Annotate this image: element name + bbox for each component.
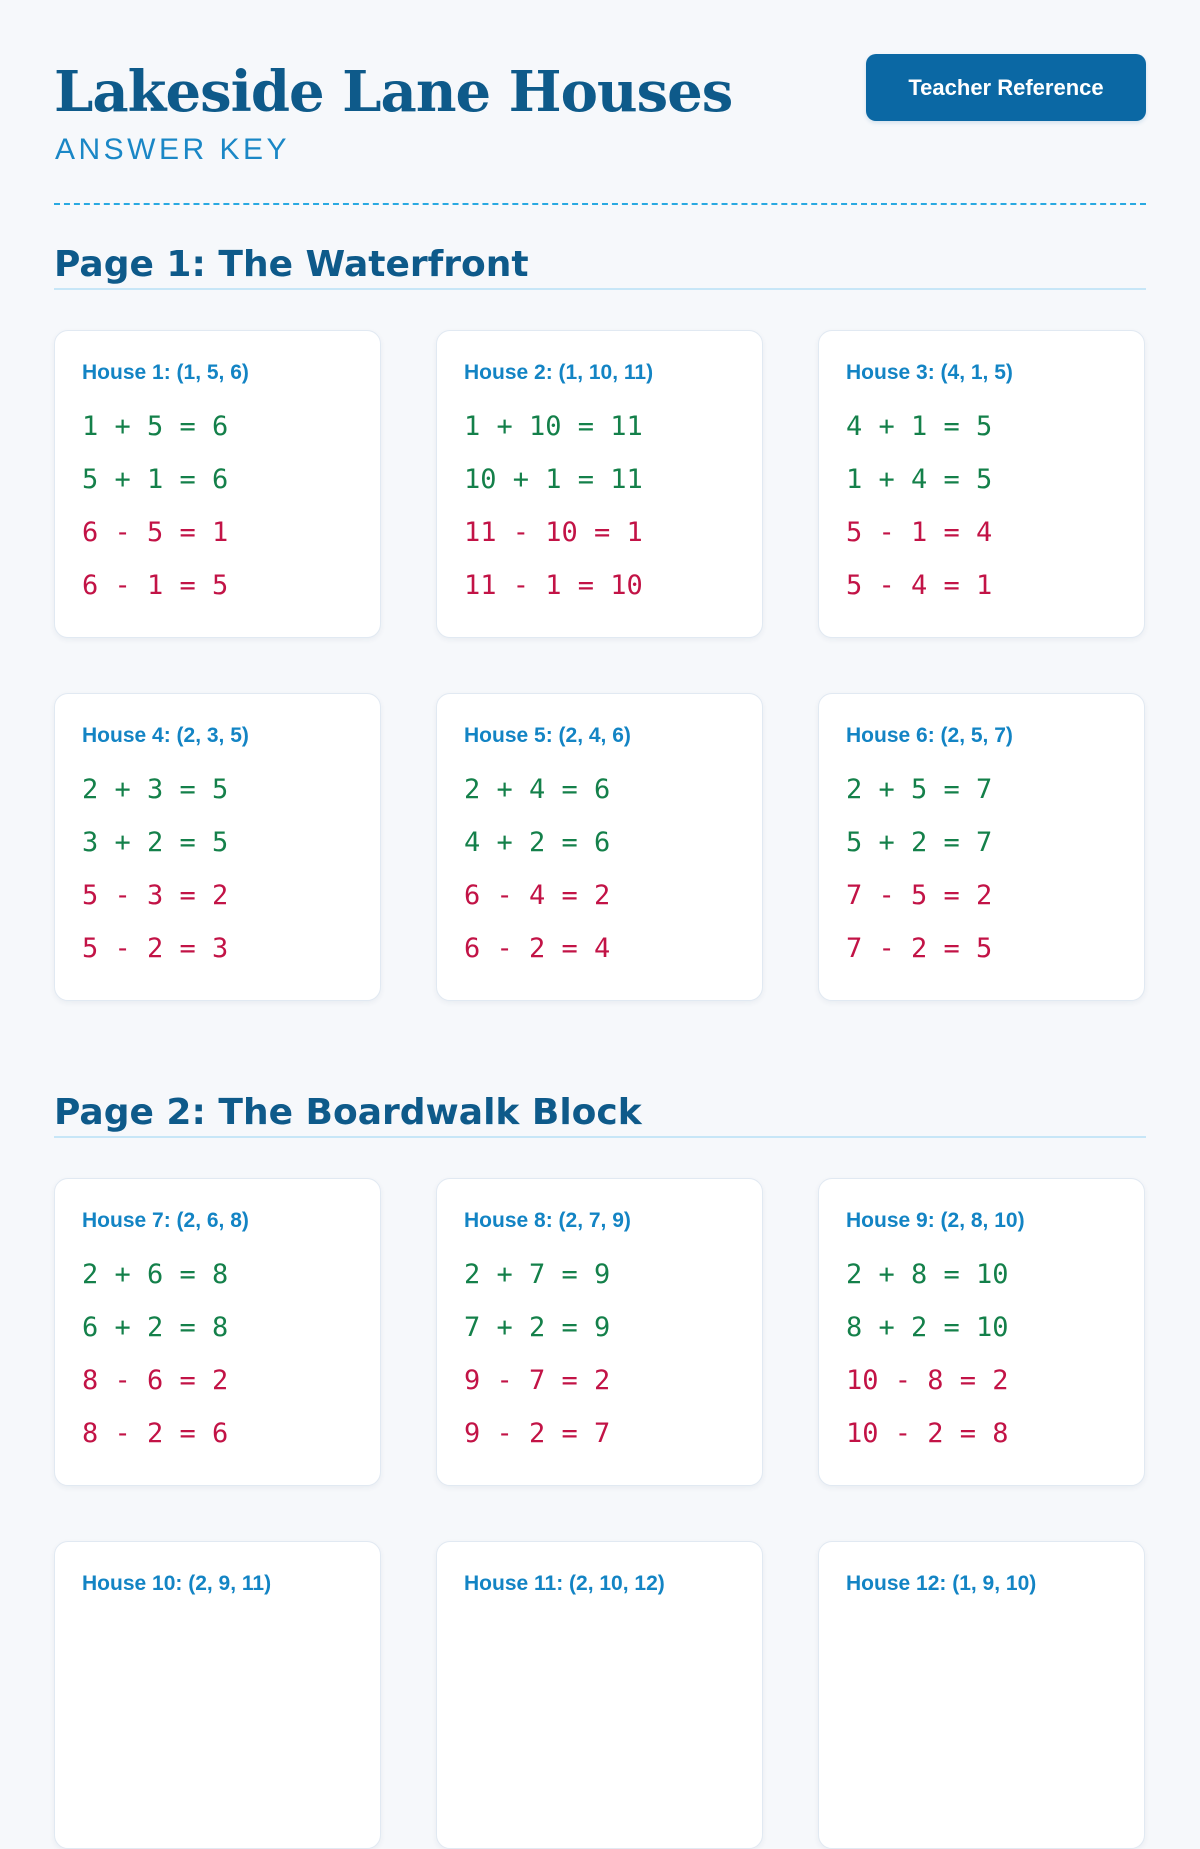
house-title: House 6: (2, 5, 7) bbox=[846, 724, 1013, 747]
house-title: House 7: (2, 6, 8) bbox=[82, 1209, 249, 1232]
house-title: House 1: (1, 5, 6) bbox=[82, 361, 249, 384]
addition-fact: 1 + 5 = 6 bbox=[82, 411, 229, 442]
house-card bbox=[54, 1541, 381, 1849]
addition-fact: 2 + 7 = 9 bbox=[464, 1259, 611, 1290]
addition-fact: 2 + 3 = 5 bbox=[82, 774, 229, 805]
subtraction-fact: 5 - 2 = 3 bbox=[82, 933, 229, 964]
subtraction-fact: 5 - 1 = 4 bbox=[846, 517, 993, 548]
addition-fact: 1 + 4 = 5 bbox=[846, 464, 993, 495]
addition-fact: 8 + 2 = 10 bbox=[846, 1312, 1009, 1343]
house-card bbox=[436, 693, 763, 1001]
house-card bbox=[436, 1541, 763, 1849]
subtraction-fact: 6 - 4 = 2 bbox=[464, 880, 611, 911]
house-card bbox=[436, 330, 763, 638]
house-card bbox=[818, 1178, 1145, 1486]
addition-fact: 3 + 2 = 5 bbox=[82, 827, 229, 858]
addition-fact: 10 + 1 = 11 bbox=[464, 464, 643, 495]
house-card bbox=[818, 330, 1145, 638]
house-title: House 9: (2, 8, 10) bbox=[846, 1209, 1025, 1232]
subtraction-fact: 5 - 4 = 1 bbox=[846, 570, 993, 601]
subtraction-fact: 8 - 2 = 6 bbox=[82, 1418, 229, 1449]
subtraction-fact: 5 - 3 = 2 bbox=[82, 880, 229, 911]
section-title: Page 2: The Boardwalk Block bbox=[54, 1088, 1146, 1138]
addition-fact: 2 + 4 = 6 bbox=[464, 774, 611, 805]
subtraction-fact: 8 - 6 = 2 bbox=[82, 1365, 229, 1396]
subtraction-fact: 6 - 1 = 5 bbox=[82, 570, 229, 601]
house-grid bbox=[54, 330, 1146, 1001]
subtraction-fact: 6 - 2 = 4 bbox=[464, 933, 611, 964]
house-card bbox=[818, 693, 1145, 1001]
addition-fact: 2 + 5 = 7 bbox=[846, 774, 993, 805]
subtraction-fact: 7 - 5 = 2 bbox=[846, 880, 993, 911]
addition-fact: 7 + 2 = 9 bbox=[464, 1312, 611, 1343]
teacher-reference-button[interactable]: Teacher Reference bbox=[866, 54, 1146, 121]
house-title: House 10: (2, 9, 11) bbox=[82, 1572, 272, 1595]
subtraction-fact: 11 - 10 = 1 bbox=[464, 517, 643, 548]
addition-fact: 1 + 10 = 11 bbox=[464, 411, 643, 442]
house-card bbox=[818, 1541, 1145, 1849]
house-grid bbox=[54, 1178, 1146, 1849]
addition-fact: 2 + 8 = 10 bbox=[846, 1259, 1009, 1290]
house-title: House 11: (2, 10, 12) bbox=[464, 1572, 665, 1595]
house-card bbox=[436, 1178, 763, 1486]
house-title: House 4: (2, 3, 5) bbox=[82, 724, 249, 747]
addition-fact: 5 + 2 = 7 bbox=[846, 827, 993, 858]
house-title: House 8: (2, 7, 9) bbox=[464, 1209, 631, 1232]
house-title: House 3: (4, 1, 5) bbox=[846, 361, 1013, 384]
addition-fact: 4 + 2 = 6 bbox=[464, 827, 611, 858]
house-title: House 5: (2, 4, 6) bbox=[464, 724, 631, 747]
addition-fact: 2 + 6 = 8 bbox=[82, 1259, 229, 1290]
house-title: House 2: (1, 10, 11) bbox=[464, 361, 654, 384]
house-card bbox=[54, 330, 381, 638]
section-title: Page 1: The Waterfront bbox=[54, 240, 1146, 290]
subtraction-fact: 11 - 1 = 10 bbox=[464, 570, 643, 601]
addition-fact: 6 + 2 = 8 bbox=[82, 1312, 229, 1343]
subtraction-fact: 10 - 8 = 2 bbox=[846, 1365, 1009, 1396]
subtraction-fact: 7 - 2 = 5 bbox=[846, 933, 993, 964]
subtraction-fact: 9 - 7 = 2 bbox=[464, 1365, 611, 1396]
subtraction-fact: 9 - 2 = 7 bbox=[464, 1418, 611, 1449]
subtraction-fact: 6 - 5 = 1 bbox=[82, 517, 229, 548]
house-card bbox=[54, 693, 381, 1001]
subtraction-fact: 10 - 2 = 8 bbox=[846, 1418, 1009, 1449]
house-title: House 12: (1, 9, 10) bbox=[846, 1572, 1037, 1595]
answer-key-page bbox=[54, 0, 1146, 1595]
addition-fact: 4 + 1 = 5 bbox=[846, 411, 993, 442]
page-subtitle: ANSWER KEY bbox=[55, 133, 291, 166]
house-card bbox=[54, 1178, 381, 1486]
page-title: Lakeside Lane Houses bbox=[54, 59, 733, 125]
page-header bbox=[54, 0, 1146, 205]
addition-fact: 5 + 1 = 6 bbox=[82, 464, 229, 495]
